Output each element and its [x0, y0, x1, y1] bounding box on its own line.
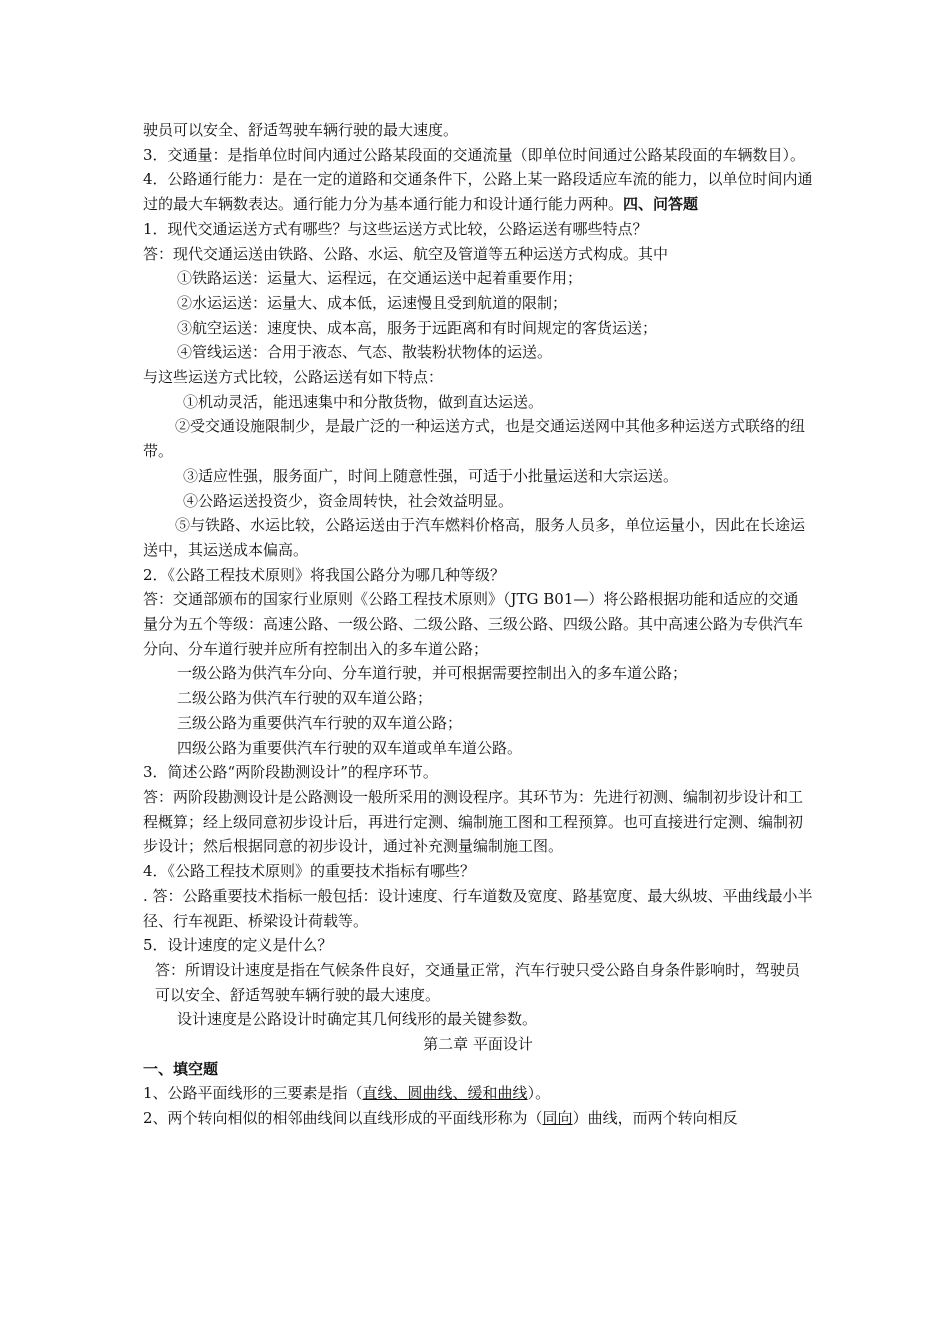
feature-item: ④公路运送投资少，资金周转快，社会效益明显。 [183, 491, 514, 510]
answer-1-item: ①铁路运送：运量大、运程远，在交通运送中起着重要作用； [177, 269, 583, 288]
answer-1-item: ③航空运送：速度快、成本高，服务于远距离和有时间规定的客货运送； [177, 318, 658, 337]
section-heading-fill-blank: 一、填空题 [143, 1059, 219, 1078]
fill-blank-1-prefix: 1、公路平面线形的三要素是指（ [143, 1084, 363, 1103]
text-line: 驶员可以安全、舒适驾驶车辆行驶的最大速度。 [143, 121, 459, 139]
fill-blank-2 [143, 1106, 813, 1131]
road-grade-item: 一级公路为供汽车分向、分车道行驶，并可根据需要控制出入的多车道公路； [177, 664, 688, 683]
question-1: 1．现代交通运送方式有哪些？与这些运送方式比较，公路运送有哪些特点？ [143, 219, 648, 238]
answer-2: 答：交通部颁布的国家行业原则《公路工程技术原则》（JTG B01—）将公路根据功能和适应的交通量分为五个等级：高速公路、一级公路、二级公路、三级公路、四级公路。其中高速公路为专供汽车分向、分车道行驶并应所有控制出入的多车道公路； [143, 590, 804, 658]
answer-4: . 答：公路重要技术指标一般包括：设计速度、行车道数及宽度、路基宽度、最大纵坡、平曲线最小半径、行车视距、桥梁设计荷载等。 [143, 886, 813, 930]
feature-item: ①机动灵活，能迅速集中和分散货物，做到直达运送。 [183, 392, 544, 411]
answer-1-features-intro: 与这些运送方式比较，公路运送有如下特点： [143, 368, 444, 387]
road-grade-item: 三级公路为重要供汽车行驶的双车道公路； [177, 713, 463, 732]
answer-5-note: 设计速度是公路设计时确定其几何线形的最关键参数。 [177, 1010, 538, 1029]
road-grade-item: 四级公路为重要供汽车行驶的双车道或单车道公路。 [177, 738, 523, 757]
fill-blank-2-prefix: 2、两个转向相似的相邻曲线间以直线形成的平面线形称为（ [143, 1109, 543, 1128]
question-2: 2．《公路工程技术原则》将我国公路分为哪几种等级？ [143, 565, 506, 584]
definition-capacity-text: 4．公路通行能力：是在一定的道路和交通条件下，公路上某一路段适应车流的能力，以单位时间内通过的最大车辆数表达。通行能力分为基本通行能力和设计通行能力两种。 [143, 170, 813, 214]
chapter-title: 第二章 平面设计 [423, 1035, 533, 1054]
fill-blank-2-answer: 同向 [542, 1109, 573, 1128]
answer-1-item: ④管线运送：合用于液态、气态、散装粉状物体的运送。 [177, 343, 553, 362]
fill-blank-1 [143, 1081, 813, 1106]
definition-capacity [143, 167, 813, 216]
fill-blank-1-suffix: ）。 [527, 1084, 551, 1103]
road-grade-item: 二级公路为供汽车行驶的双车道公路； [177, 689, 433, 708]
feature-item: ②受交通设施限制少，是最广泛的一种运送方式，也是交通运送网中其他多种运送方式联络的纽带。 [143, 417, 806, 461]
document-page [143, 118, 813, 1131]
feature-item: ③适应性强，服务面广，时间上随意性强，可适于小批量运送和大宗运送。 [183, 466, 679, 485]
question-4: 4．《公路工程技术原则》的重要技术指标有哪些？ [143, 862, 476, 881]
fill-blank-2-suffix: ）曲线，而两个转向相反 [572, 1109, 738, 1128]
answer-1: 答：现代交通运送由铁路、公路、水运、航空及管道等五种运送方式构成。其中 [143, 244, 669, 263]
question-3: 3．简述公路“两阶段勘测设计”的程序环节。 [143, 763, 438, 782]
answer-5: 答：所谓设计速度是指在气候条件良好，交通量正常，汽车行驶只受公路自身条件影响时，驾驶员可以安全、舒适驾驶车辆行驶的最大速度。 [155, 960, 801, 1004]
fill-blank-1-answer: 直线、圆曲线、缓和曲线 [362, 1084, 528, 1103]
section-heading-qa: 四、问答题 [623, 195, 699, 214]
answer-1-item: ②水运运送：运量大、成本低，运速慢且受到航道的限制； [177, 293, 568, 312]
feature-item: ⑤与铁路、水运比较，公路运送由于汽车燃料价格高，服务人员多，单位运量小，因此在长途运送中，其运送成本偏高。 [143, 516, 806, 559]
question-5: 5．设计速度的定义是什么？ [143, 936, 333, 955]
answer-3: 答：两阶段勘测设计是公路测设一般所采用的测设程序。其环节为：先进行初测、编制初步设计和工程概算；经上级同意初步设计后，再进行定测、编制施工图和工程预算。也可直接进行定测、编制初步设计；然后根据同意的初步设计，通过补充测量编制施工图。 [143, 787, 804, 856]
definition-traffic-volume: 3．交通量：是指单位时间内通过公路某段面的交通流量（即单位时间通过公路某段面的车辆数目）。 [143, 145, 806, 164]
